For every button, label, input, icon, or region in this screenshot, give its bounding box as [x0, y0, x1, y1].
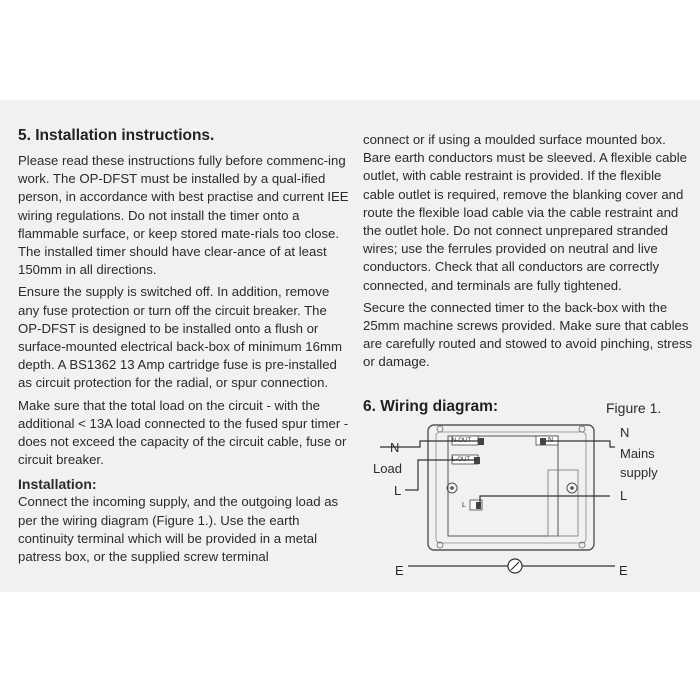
earth-left-label: E [395, 563, 404, 578]
mains-label-line2: supply [620, 465, 658, 480]
diagram-title: 6. Wiring diagram: [363, 398, 499, 415]
terminal-n-in-label: N [548, 437, 554, 444]
load-live-wire [405, 460, 478, 490]
section-title: 5. Installation instructions. [18, 127, 215, 144]
load-label: Load [373, 461, 402, 476]
installation-heading: Installation: [18, 476, 97, 493]
mains-live-label: L [620, 488, 628, 503]
installation-paragraph: Connect the incoming supply, and the outgoing load as per the wiring diagram (Figure 1.). Use the earth continuity terminal which will be provided in a metal patress box, or the supplied screw terminal [18, 494, 339, 565]
timer-inner-plate [436, 432, 586, 543]
load-neutral-label: N [390, 440, 400, 455]
figure-label: Figure 1. [606, 400, 662, 416]
securing-paragraph: Secure the connected timer to the back-box with the 25mm machine screws provided. Make sure that cables are carefully routed and stowed to avoid pinching, stress or damage. [363, 299, 693, 370]
earth-right-label: E [619, 563, 628, 578]
mains-live-wire [480, 496, 610, 505]
terminal-l-in-label: L [462, 502, 466, 509]
timer-module [448, 436, 558, 536]
supply-paragraph: Ensure the supply is switched off. In addition, remove any fuse protection or turn off the circuit breaker. The OP-DFST is designed to be installed onto a flush or surface-mounted electrical back-box of minimum 16mm depth. A BS1362 13 Amp cartridge fuse is pre-installed as circuit protection for the radial, or spur connection. [18, 284, 342, 391]
terminal-n-in-screw [540, 438, 546, 445]
screw-hole-right-center [570, 486, 574, 490]
fuse-holder [548, 470, 578, 536]
terminal-n-out-screw [478, 438, 484, 445]
mains-neutral-label: N [620, 425, 630, 440]
load-live-label: L [394, 483, 402, 498]
intro-paragraph: Please read these instructions fully before commenc-ing work. The OP-DFST must be installed by a qual-ified person, in accordance with best practise and current IEE wiring regulations. Do not install the timer onto a flammable surface, or keep stored mate-rials too close. The installed timer should have clear-ance of at least 150mm in all directions. [18, 153, 349, 278]
terminal-n-out-label: N-OUT [452, 438, 471, 444]
connection-paragraph: connect or if using a moulded surface mounted box. Bare earth conductors must be sleeved. A flexible cable outlet, with cable restraint is provided. If the flexible cable outlet is required, remove the blanking cover and route the flexible load cable via the cable restraint and the outlet hole. Do not connect unprepared stranded wires; use the ferrules provided on neutral and live conductors. Check that all conductors are correctly connected, and terminals are fully tightened. [363, 132, 688, 293]
terminal-l-out-label: L-OUT [452, 457, 470, 463]
load-paragraph: Make sure that the total load on the circuit - with the additional < 13A load connected to the fused spur timer - does not exceed the capacity of the circuit cable, fuse or circuit breaker. [18, 397, 349, 468]
mains-label-line1: Mains [620, 446, 655, 461]
screw-hole-left-center [450, 486, 454, 490]
